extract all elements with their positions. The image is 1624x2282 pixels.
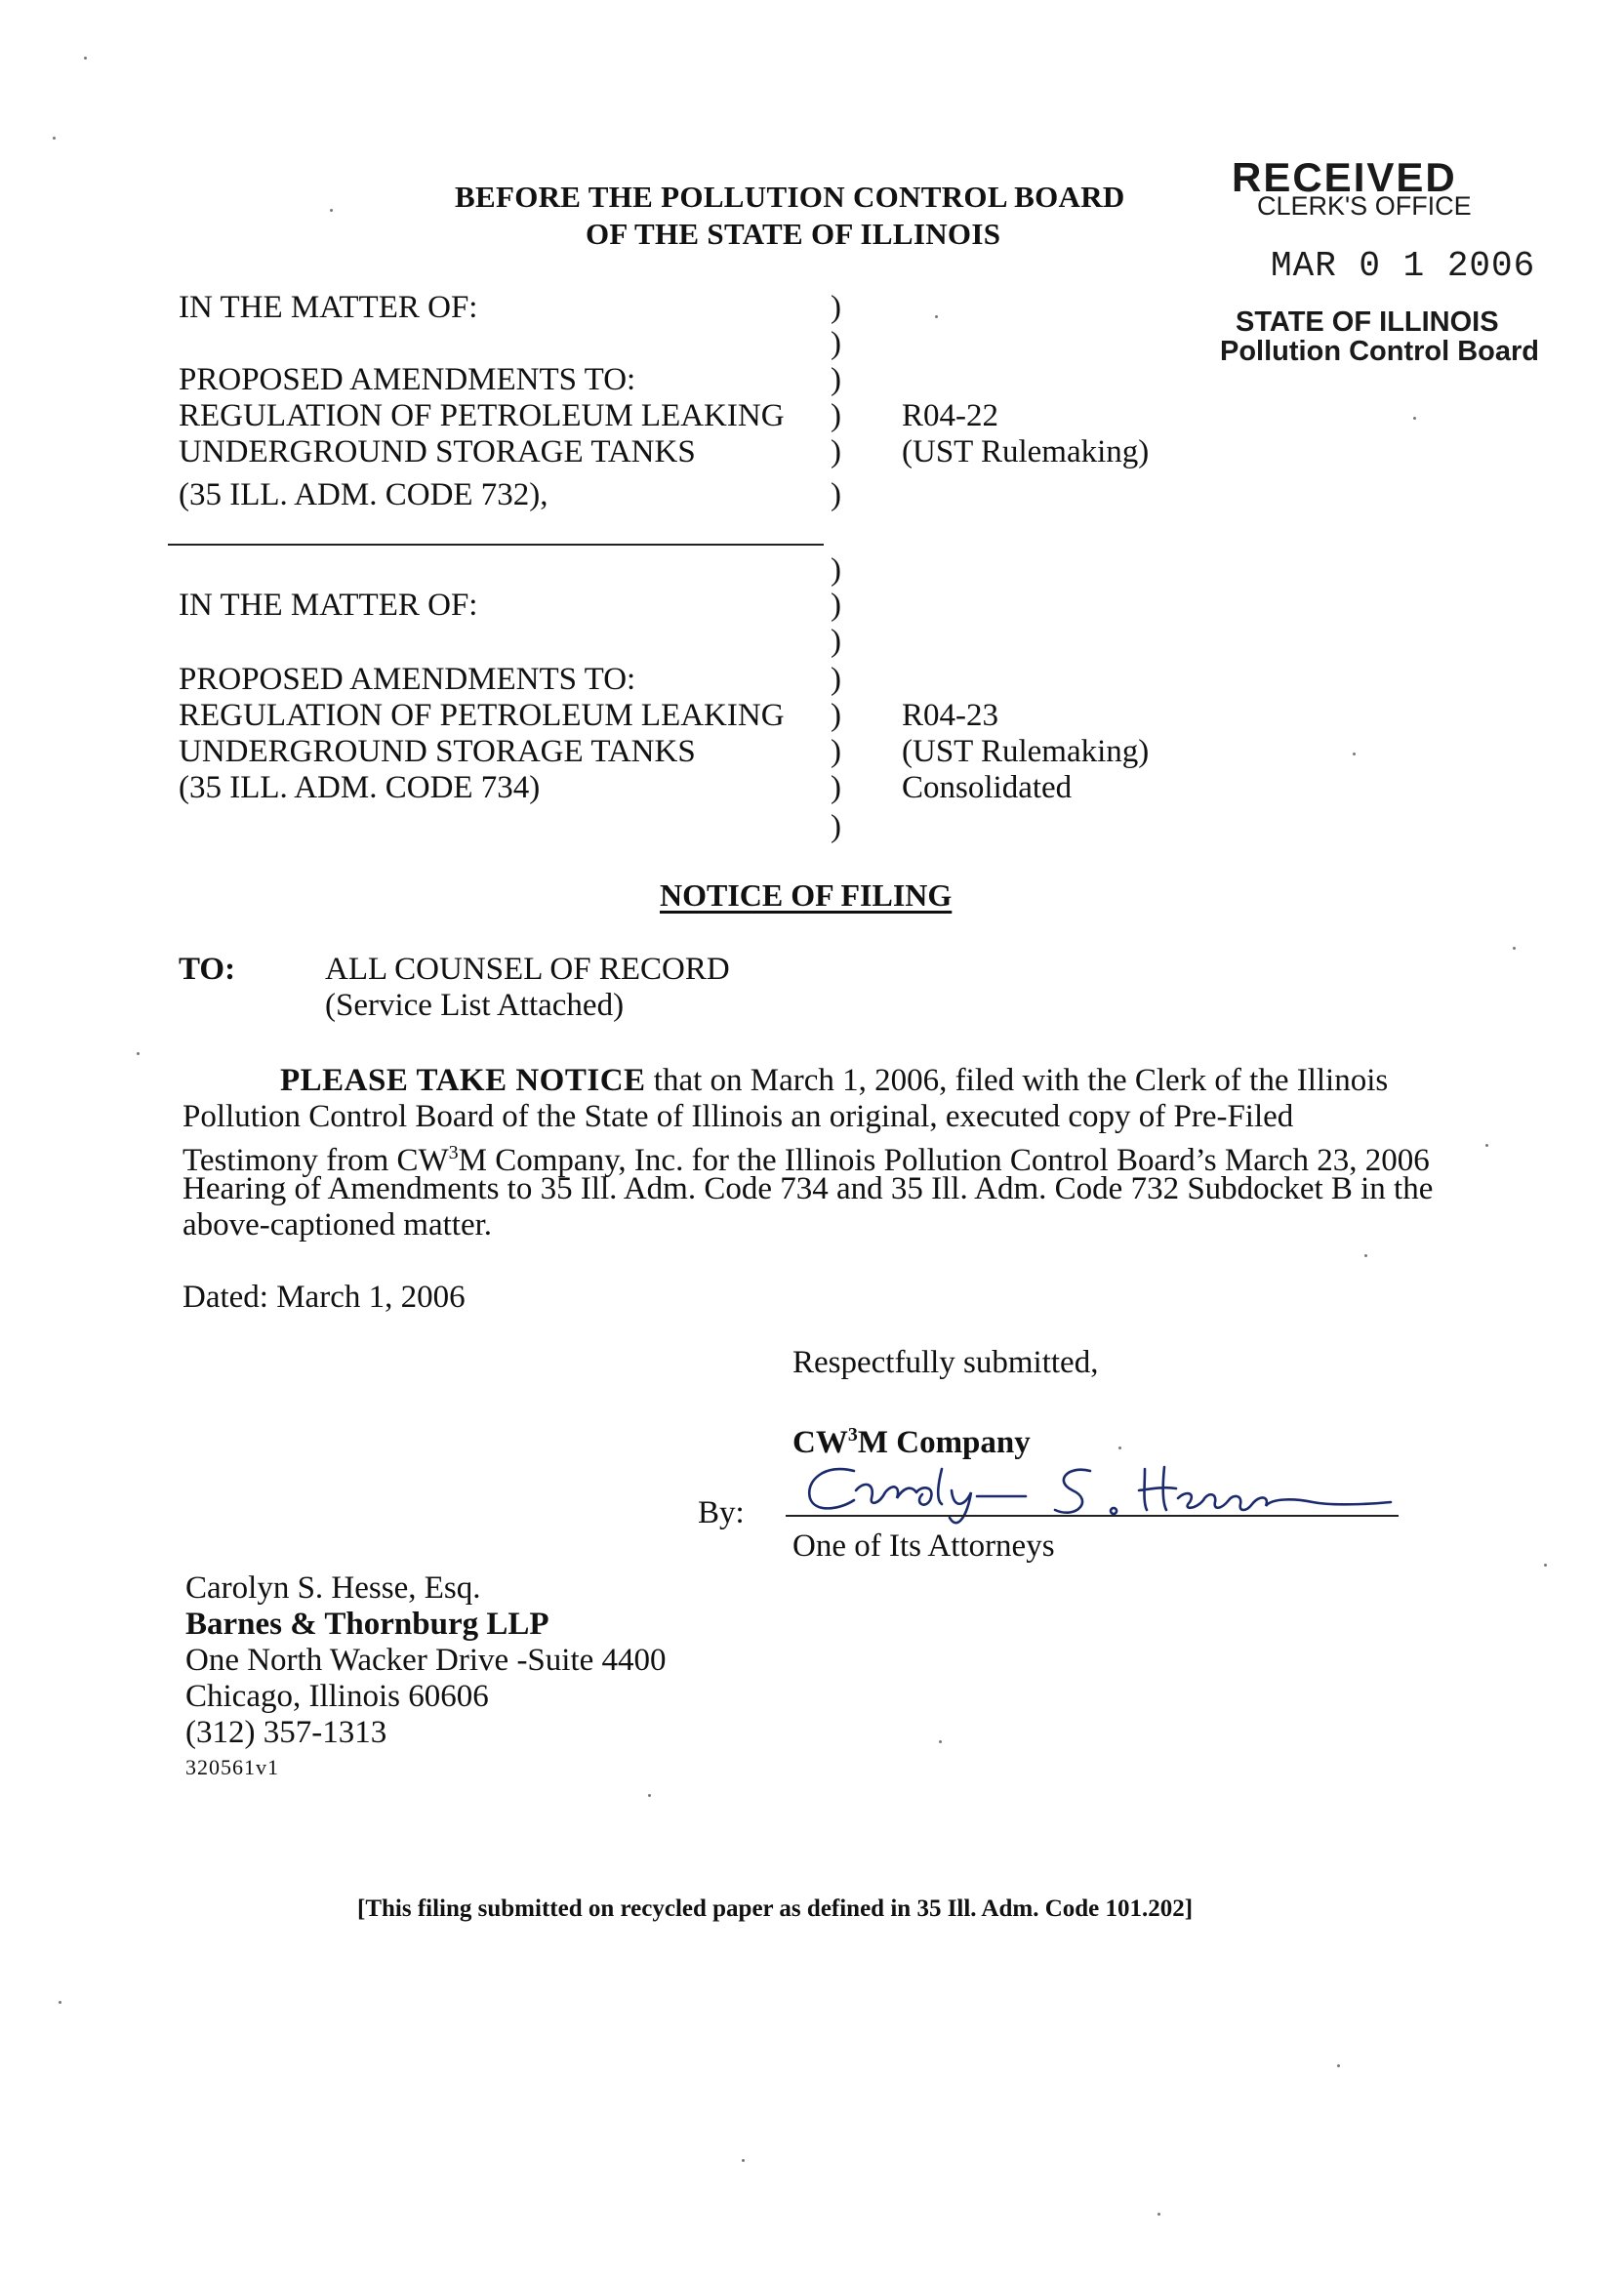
notice-title: NOTICE OF FILING (660, 877, 953, 913)
street-address: One North Wacker Drive -Suite 4400 (185, 1643, 667, 1678)
caption-line: (35 ILL. ADM. CODE 732), (179, 477, 548, 512)
header-line-1: BEFORE THE POLLUTION CONTROL BOARD (455, 180, 1125, 214)
paren: ) (831, 770, 841, 805)
company-name (792, 1417, 1031, 1461)
docket-description: (UST Rulemaking) (902, 434, 1150, 469)
paren: ) (831, 734, 841, 769)
caption-line: REGULATION OF PETROLEUM LEAKING (179, 698, 785, 733)
paren: ) (831, 809, 841, 844)
closing: Respectfully submitted, (792, 1345, 1099, 1380)
stamp-board: Pollution Control Board (1220, 336, 1540, 367)
city-address: Chicago, Illinois 60606 (185, 1679, 489, 1714)
caption-line: PROPOSED AMENDMENTS TO: (179, 662, 636, 697)
company-name-b: M Company (857, 1425, 1031, 1460)
document-id: 320561v1 (185, 1755, 279, 1779)
paren: ) (831, 698, 841, 733)
paren: ) (831, 362, 841, 397)
docket-consolidated: Consolidated (902, 770, 1073, 805)
caption-line: (35 ILL. ADM. CODE 734) (179, 770, 541, 805)
dated-line: Dated: March 1, 2006 (183, 1280, 466, 1315)
attorney-name: Carolyn S. Hesse, Esq. (185, 1570, 481, 1606)
paragraph-line-4: Hearing of Amendments to 35 Ill. Adm. Code 734 and 35 Ill. Adm. Code 732 Subdocket B in the (183, 1171, 1434, 1206)
stamp-received: RECEIVED (1232, 154, 1457, 200)
by-label: By: (698, 1495, 745, 1530)
paragraph-line-1 (280, 1063, 1441, 1099)
docket-description: (UST Rulemaking) (902, 734, 1150, 769)
company-superscript: 3 (847, 1424, 858, 1446)
superscript-3: 3 (448, 1142, 459, 1163)
paren: ) (831, 434, 841, 469)
handwritten-signature (786, 1459, 1401, 1528)
caption-line: UNDERGROUND STORAGE TANKS (179, 734, 696, 769)
caption-divider (168, 544, 824, 546)
paren: ) (831, 326, 841, 361)
stamp-date: MAR 0 1 2006 (1271, 246, 1536, 286)
caption-line: PROPOSED AMENDMENTS TO: (179, 362, 636, 397)
paren: ) (831, 552, 841, 588)
paragraph-line-2: Pollution Control Board of the State of Illinois an original, executed copy of Pre-Filed (183, 1099, 1294, 1134)
to-label: TO: (179, 952, 236, 987)
caption-line: UNDERGROUND STORAGE TANKS (179, 434, 696, 469)
paren: ) (831, 588, 841, 623)
to-service-list: (Service List Attached) (325, 988, 625, 1023)
paragraph-line-1-rest: that on March 1, 2006, filed with the Clerk of the Illinois (645, 1063, 1389, 1098)
recycled-paper-footer: [This filing submitted on recycled paper as defined in 35 Ill. Adm. Code 101.202] (357, 1895, 1194, 1922)
paren: ) (831, 624, 841, 659)
paren: ) (831, 662, 841, 697)
paren: ) (831, 290, 841, 325)
to-recipient: ALL COUNSEL OF RECORD (325, 952, 730, 987)
stamp-office: CLERK'S OFFICE (1257, 191, 1472, 221)
signature-role: One of Its Attorneys (792, 1528, 1055, 1564)
paren: ) (831, 398, 841, 433)
header-line-2: OF THE STATE OF ILLINOIS (586, 217, 1001, 251)
paren: ) (831, 477, 841, 512)
caption-matter: IN THE MATTER OF: (179, 290, 478, 325)
paragraph-line-3-b: M Company, Inc. for the Illinois Pollution Control Board’s March 23, 2006 (458, 1143, 1430, 1178)
paragraph-line-3-a: Testimony from CW (183, 1143, 449, 1178)
docket-number: R04-22 (902, 398, 998, 433)
phone-number: (312) 357-1313 (185, 1715, 387, 1750)
stamp-state: STATE OF ILLINOIS (1236, 306, 1499, 338)
caption-matter: IN THE MATTER OF: (179, 588, 478, 623)
caption-line: REGULATION OF PETROLEUM LEAKING (179, 398, 785, 433)
paragraph-line-5: above-captioned matter. (183, 1207, 493, 1243)
docket-number: R04-23 (902, 698, 998, 733)
law-firm: Barnes & Thornburg LLP (185, 1607, 549, 1642)
notice-lead: PLEASE TAKE NOTICE (280, 1063, 646, 1098)
company-name-a: CW (792, 1425, 848, 1460)
